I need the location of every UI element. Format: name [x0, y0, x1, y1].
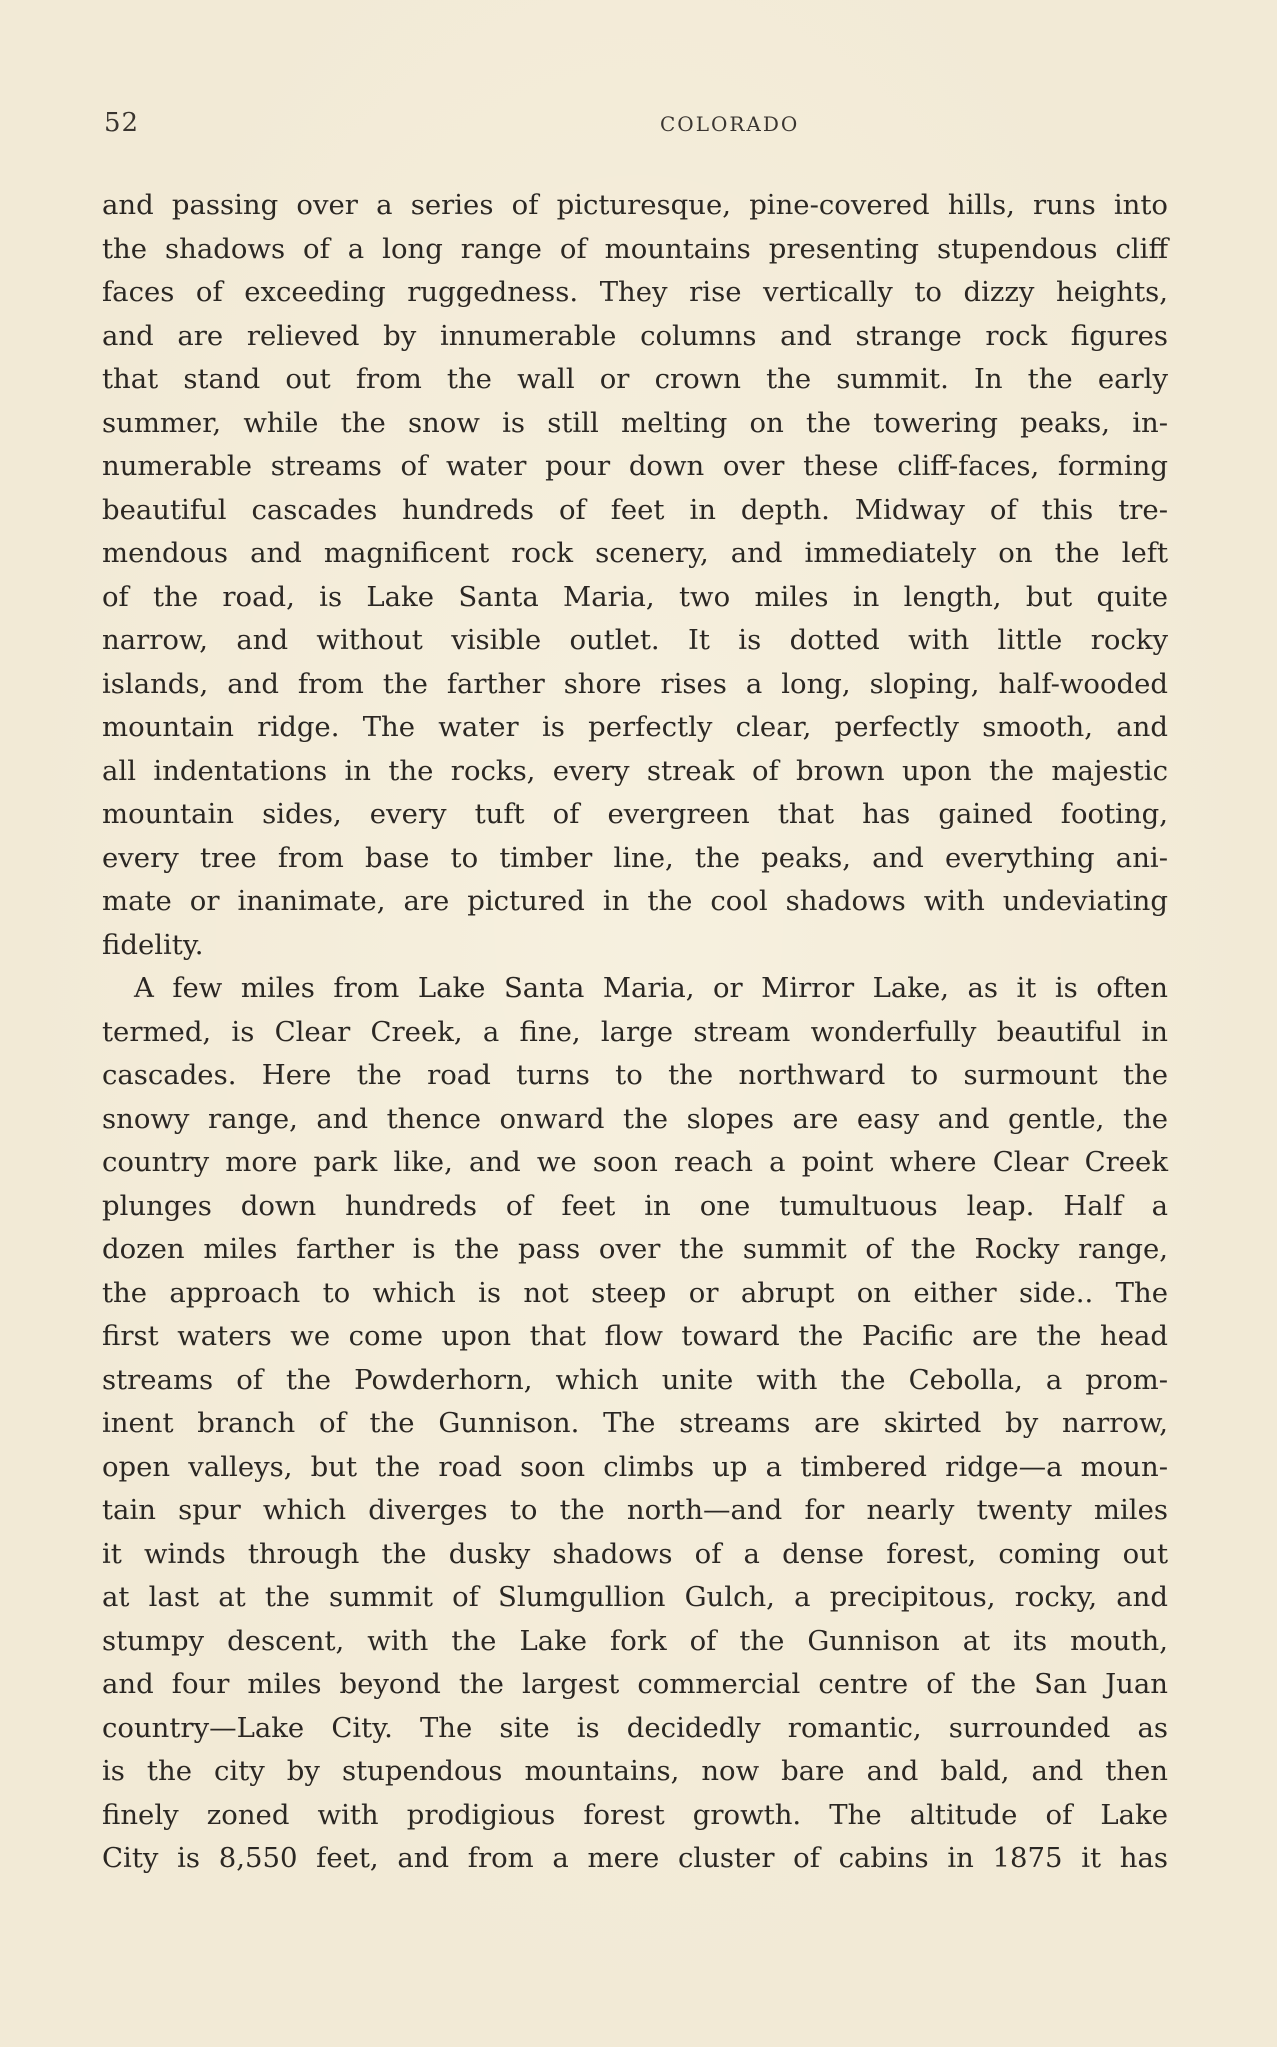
text-line: streams of the Powderhorn, which unite with the Cebolla, a prom-	[102, 1363, 1168, 1396]
text-line: fidelity.	[102, 928, 204, 961]
page-header	[104, 108, 1176, 148]
text-line: is the city by stupendous mountains, now bare and bald, and then	[102, 1755, 1168, 1787]
text-line: finely zoned with prodigious forest growth. The altitude of Lake	[102, 1798, 1168, 1831]
text-line: mendous and magnificent rock scenery, and immediately on the left	[102, 537, 1168, 569]
text-line: cascades. Here the road turns to the northward to surmount the	[102, 1059, 1168, 1091]
page-number: 52	[104, 108, 140, 138]
text-line: islands, and from the farther shore rises a long, sloping, half-wooded	[102, 667, 1168, 700]
text-line: country—Lake City. The site is decidedly romantic, surrounded as	[102, 1711, 1168, 1744]
text-line: all indentations in the rocks, every streak of brown upon the majestic	[102, 754, 1168, 787]
text-line: plunges down hundreds of feet in one tumultuous leap. Half a	[102, 1189, 1168, 1222]
text-line: termed, is Clear Creek, a fine, large stream wonderfully beautiful in	[102, 1015, 1168, 1048]
text-line: it winds through the dusky shadows of a dense forest, coming out	[102, 1537, 1168, 1570]
paragraph	[102, 967, 1168, 1881]
body-text	[102, 184, 1168, 1881]
text-line: and are relieved by innumerable columns and strange rock figures	[102, 319, 1168, 352]
text-line: inent branch of the Gunnison. The streams are skirted by narrow,	[102, 1407, 1168, 1439]
text-line: the approach to which is not steep or abrupt on either side.. The	[102, 1276, 1168, 1309]
text-line: first waters we come upon that flow toward the Pacific are the head	[102, 1320, 1168, 1352]
text-line: summer, while the snow is still melting on the towering peaks, in-	[102, 406, 1168, 439]
text-line: open valleys, but the road soon climbs up a timbered ridge—a moun-	[102, 1450, 1168, 1483]
text-line: City is 8,550 feet, and from a mere cluster of cabins in 1875 it has	[102, 1842, 1168, 1874]
text-line: faces of exceeding ruggedness. They rise vertically to dizzy heights,	[102, 276, 1168, 308]
text-line: narrow, and without visible outlet. It is dotted with little rocky	[102, 624, 1168, 656]
text-line: the shadows of a long range of mountains presenting stupendous cliff	[102, 232, 1168, 265]
paragraph	[102, 184, 1168, 967]
text-line: dozen miles farther is the pass over the summit of the Rocky range,	[102, 1233, 1168, 1265]
text-line: snowy range, and thence onward the slopes are easy and gentle, the	[102, 1102, 1168, 1135]
text-line: A few miles from Lake Santa Maria, or Mirror Lake, as it is often	[134, 972, 1168, 1004]
text-line: country more park like, and we soon reach a point where Clear Creek	[102, 1146, 1168, 1178]
text-line: that stand out from the wall or crown the summit. In the early	[102, 363, 1168, 395]
text-line: tain spur which diverges to the north—and for nearly twenty miles	[102, 1494, 1168, 1526]
text-line: numerable streams of water pour down over these cliff-faces, forming	[102, 450, 1168, 482]
text-line: of the road, is Lake Santa Maria, two miles in length, but quite	[102, 580, 1168, 613]
text-line: beautiful cascades hundreds of feet in depth. Midway of this tre-	[102, 493, 1168, 526]
text-line: and passing over a series of picturesque, pine-covered hills, runs into	[102, 189, 1168, 221]
text-line: at last at the summit of Slumgullion Gulch, a precipitous, rocky, and	[102, 1581, 1168, 1613]
running-head: COLORADO	[660, 112, 800, 136]
text-line: stumpy descent, with the Lake fork of the Gunnison at its mouth,	[102, 1624, 1168, 1657]
text-line: and four miles beyond the largest commercial centre of the San Juan	[102, 1668, 1168, 1700]
text-line: mate or inanimate, are pictured in the cool shadows with undeviating	[102, 885, 1168, 917]
text-line: mountain sides, every tuft of evergreen that has gained footing,	[102, 798, 1168, 830]
text-line: every tree from base to timber line, the peaks, and everything ani-	[102, 841, 1168, 874]
text-line: mountain ridge. The water is perfectly clear, perfectly smooth, and	[102, 711, 1168, 743]
